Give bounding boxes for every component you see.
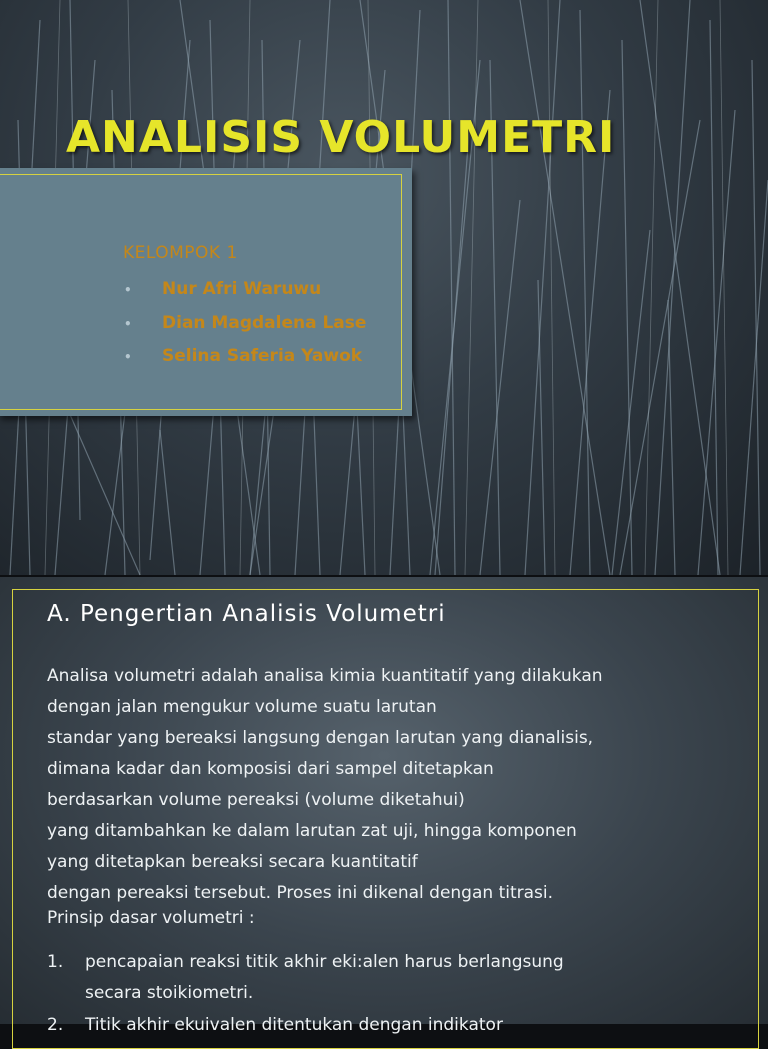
bullet-icon: • [124,350,132,364]
bullet-icon: • [124,317,132,331]
member-item [124,313,366,333]
definition-paragraph [47,661,747,909]
principle-number: 2. [47,1015,64,1035]
paragraph-line: yang ditambahkan ke dalam larutan zat uji, hingga komponen [47,821,577,841]
principle-item [47,1010,503,1041]
paragraph-line: berdasarkan volume pereaksi (volume diketahui) [47,790,465,810]
paragraph-line: dengan pereaksi tersebut. Proses ini dikenal dengan titrasi. [47,883,554,903]
principle-number: 1. [47,952,64,972]
bullet-icon: • [124,283,132,297]
member-item [124,279,321,299]
principle-line: pencapaian reaksi titik akhir eki:alen harus berlangsung [85,952,564,972]
principle-line: secara stoikiometri. [85,983,254,1003]
paragraph-line: dengan jalan mengukur volume suatu larutan [47,697,437,717]
principle-item [47,947,564,1009]
paragraph-line: dimana kadar dan komposisi dari sampel ditetapkan [47,759,494,779]
slide-title-text: ANALISIS VOLUMETRI [66,112,616,163]
member-name: Dian Magdalena Lase [162,313,367,333]
section-heading: A. Pengertian Analisis Volumetri [47,601,446,627]
member-name: Nur Afri Waruwu [162,279,322,299]
principle-line: Titik akhir ekuivalen ditentukan dengan indikator [85,1015,503,1035]
paragraph-line: yang ditetapkan bereaksi secara kuantitatif [47,852,418,872]
paragraph-line: standar yang bereaksi langsung dengan larutan yang dianalisis, [47,728,594,748]
member-name: Selina Saferia Yawok [162,346,363,366]
slide-definition [0,577,768,1035]
principles-label: Prinsip dasar volumetri : [47,908,255,928]
group-label: KELOMPOK 1 [123,243,238,263]
member-item [124,346,362,366]
paragraph-line: Analisa volumetri adalah analisa kimia kuantitatif yang dilakukan [47,666,603,686]
